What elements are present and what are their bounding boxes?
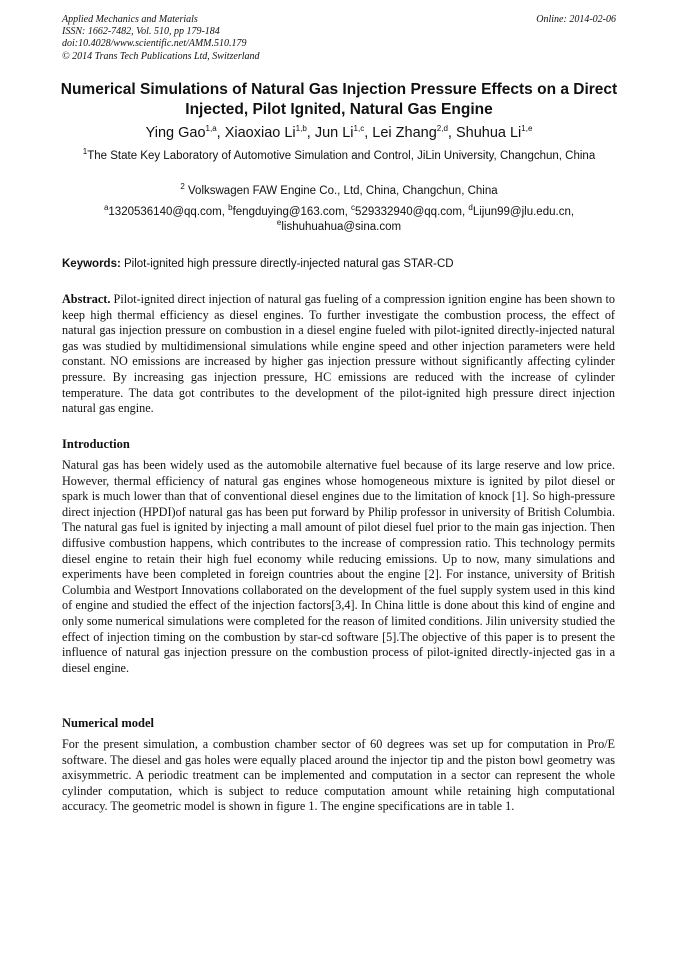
online-date: Online: 2014-02-06 bbox=[536, 14, 616, 25]
issn-volume: ISSN: 1662-7482, Vol. 510, pp 179-184 bbox=[62, 26, 220, 38]
email-link[interactable]: 1320536140@qq.com, bbox=[108, 206, 229, 218]
author-name: Xiaoxiao Li bbox=[224, 125, 296, 141]
abstract-text: Pilot-ignited direct injection of natural gas fueling of a compression ignition engine has been shown to keep high thermal efficiency as diesel engines. To further investigate the combustion process, the effect of natural gas injection pressure on combustion in a diesel engine fueled with pilot-ignited directly-injected natural gas was studied by multidimensional simulations while engine speed and other injection parameters were held constant. NO emissions are increased by higher gas injection pressure without significantly affecting cylinder pressure. By increasing gas injection pressure, HC emissions are reduced with the increase of cylinder temperature. The data got contributes to the development of the pilot-ignited high pressure direct injection natural gas engine. bbox=[62, 292, 615, 416]
keywords bbox=[62, 257, 616, 272]
section-heading-numerical-model: Numerical model bbox=[62, 716, 154, 730]
paper-title: Numerical Simulations of Natural Gas Injection Pressure Effects on a Direct Injected, Pilot Ignited, Natural Gas Engine bbox=[60, 81, 618, 118]
email-sup: a bbox=[103, 203, 109, 213]
journal-name: Applied Mechanics and Materials bbox=[62, 14, 198, 25]
author-sup: 1,a bbox=[205, 124, 217, 134]
author-name: Lei Zhang bbox=[372, 125, 437, 141]
email-link[interactable]: fengduying@163.com, bbox=[232, 206, 352, 218]
abstract bbox=[62, 292, 615, 417]
affiliation-2 bbox=[70, 184, 608, 199]
author-sup: 1,c bbox=[353, 124, 365, 134]
affiliation-sup: 2 bbox=[180, 182, 185, 192]
email-link[interactable]: lishuhuahua@sina.com bbox=[281, 221, 402, 233]
author-name: Jun Li bbox=[314, 125, 354, 141]
author-name: Ying Gao bbox=[145, 125, 206, 141]
author-emails bbox=[70, 205, 608, 235]
keywords-text: Pilot-ignited high pressure directly-injected natural gas STAR-CD bbox=[120, 258, 454, 270]
email-sup: c bbox=[351, 203, 356, 213]
abstract-label: Abstract. bbox=[62, 292, 111, 306]
affiliation-1 bbox=[70, 149, 608, 164]
email-sup: d bbox=[468, 203, 473, 213]
author-list: Ying Gao$^{1,a}$, Xiaoxiao Li$^{1,b}$, Jun Li$^{1,c}$, Lei Zhang$^{2,d}$, Shuhua Li$^{1,e}$ bbox=[145, 124, 533, 141]
author-name: Shuhua Li bbox=[455, 125, 522, 141]
email-link[interactable]: Lijun99@jlu.edu.cn, bbox=[472, 206, 575, 218]
doi: doi:10.4028/www.scientific.net/AMM.510.179 bbox=[62, 38, 247, 50]
author-sup: 2,d bbox=[436, 124, 448, 134]
numerical-model-paragraph: For the present simulation, a combustion chamber sector of 60 degrees was set up for computation in Pro/E software. The diesel and gas holes were equally placed around the injector tip and the piston bowl geometry was axisymmetric. A periodic treatment can be implemented and computation in a sector can represent the whole cylinder computation, which is subject to reduce computation amount while retaining high computational accuracy. The geometric model is shown in figure 1. The engine specifications are in table 1. bbox=[62, 737, 615, 814]
affiliation-sup: 1 bbox=[82, 147, 88, 157]
email-link[interactable]: 529332940@qq.com, bbox=[355, 206, 469, 218]
copyright: © 2014 Trans Tech Publications Ltd, Switzerland bbox=[62, 50, 260, 62]
introduction-paragraph: Natural gas has been widely used as the automobile alternative fuel because of its large reserve and low price. However, thermal efficiency of natural gas engines whose homogeneous mixture is ignited by pilot diesel or spark is much lower than that of conventional diesel engines due to the limitation of knock [1]. So high-pressure direct injection (HPDI)of natural gas has been put forward by Philip professor in university of British Columbia. The natural gas fuel is ignited by injecting a mall amount of pilot diesel fuel prior to the main gas injection. Then diffusive combustion happens, which contributes to the increase of compression ratio. This technology permits diesel engine to retain their high fuel economy while reducing emissions. Up to now, many simulations and experiments have been completed in foreign countries about the engine [2]. For instance, university of British Columbia and Westport Innovations collaborated on the development of the fuel supply system used in this kind of engine and studied the effect of the injection factors[3,4]. In China little is done about this kind of engine and only some numerical simulations were completed for the reason of limited conditions. Jilin university studied the effect of injection timing on the combustion by star-cd software [5].The objective of this paper is to present the influence of natural gas injection pressure on the combustion process of pilot-ignited directly-injected gas in a diesel engine. bbox=[62, 458, 615, 675]
email-sup: b bbox=[228, 203, 233, 213]
author-sup: 1,e bbox=[521, 124, 533, 134]
section-heading-introduction: Introduction bbox=[62, 437, 130, 451]
affiliation-text: Volkswagen FAW Engine Co., Ltd, China, Changchun, China bbox=[188, 185, 498, 197]
journal-meta bbox=[62, 14, 260, 63]
affiliation-text: The State Key Laboratory of Automotive Simulation and Control, JiLin University, Changchun, China bbox=[87, 150, 596, 162]
keywords-label: Keywords: bbox=[62, 258, 121, 270]
email-sup: e bbox=[276, 218, 282, 228]
author-sup: 1,b bbox=[295, 124, 307, 134]
